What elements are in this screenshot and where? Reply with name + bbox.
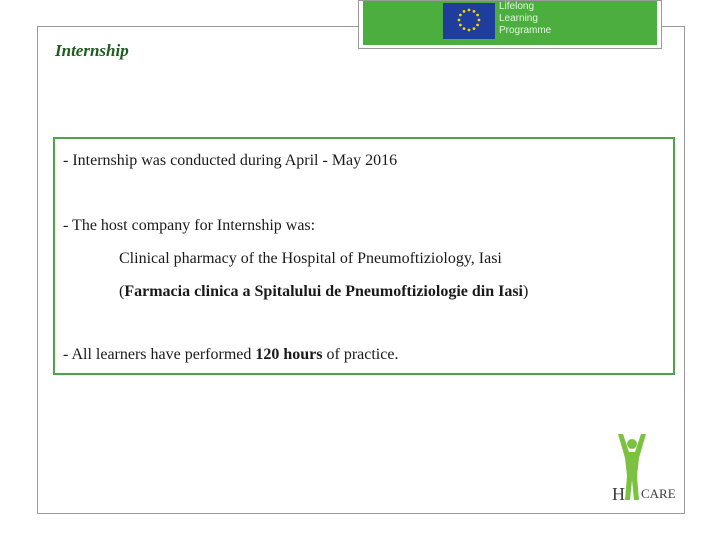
eu-text-line: Learning <box>499 13 538 24</box>
paren-open: ( <box>119 283 125 300</box>
eu-programme-text <box>499 1 551 37</box>
internship-period-text: - Internship was conducted during April - May 2016 <box>63 152 398 169</box>
eu-text-line: Programme <box>499 25 552 36</box>
eu-text-line: Lifelong <box>499 1 535 12</box>
practice-hours: 120 hours <box>255 346 323 363</box>
slide-title: Internship <box>55 41 129 60</box>
host-company-name-romanian <box>119 283 528 301</box>
practice-hours-text <box>63 346 398 364</box>
host-company-heading: - The host company for Internship was: <box>63 217 316 234</box>
romanian-name: Farmacia clinica a Spitalului de Pneumoftiziologie din Iasi <box>124 283 523 300</box>
paren-close: ) <box>523 283 529 300</box>
eu-flag-icon <box>443 3 495 39</box>
practice-suffix: of practice. <box>322 346 399 363</box>
logo-care-text: CARE <box>641 486 676 501</box>
eu-banner-background <box>363 1 657 45</box>
hycare-logo <box>604 432 686 504</box>
practice-prefix: - All learners have performed <box>63 346 256 363</box>
logo-letter-h: H <box>612 484 625 504</box>
host-company-name: Clinical pharmacy of the Hospital of Pneumoftiziology, Iasi <box>119 250 502 267</box>
eu-lifelong-learning-banner <box>358 0 662 49</box>
